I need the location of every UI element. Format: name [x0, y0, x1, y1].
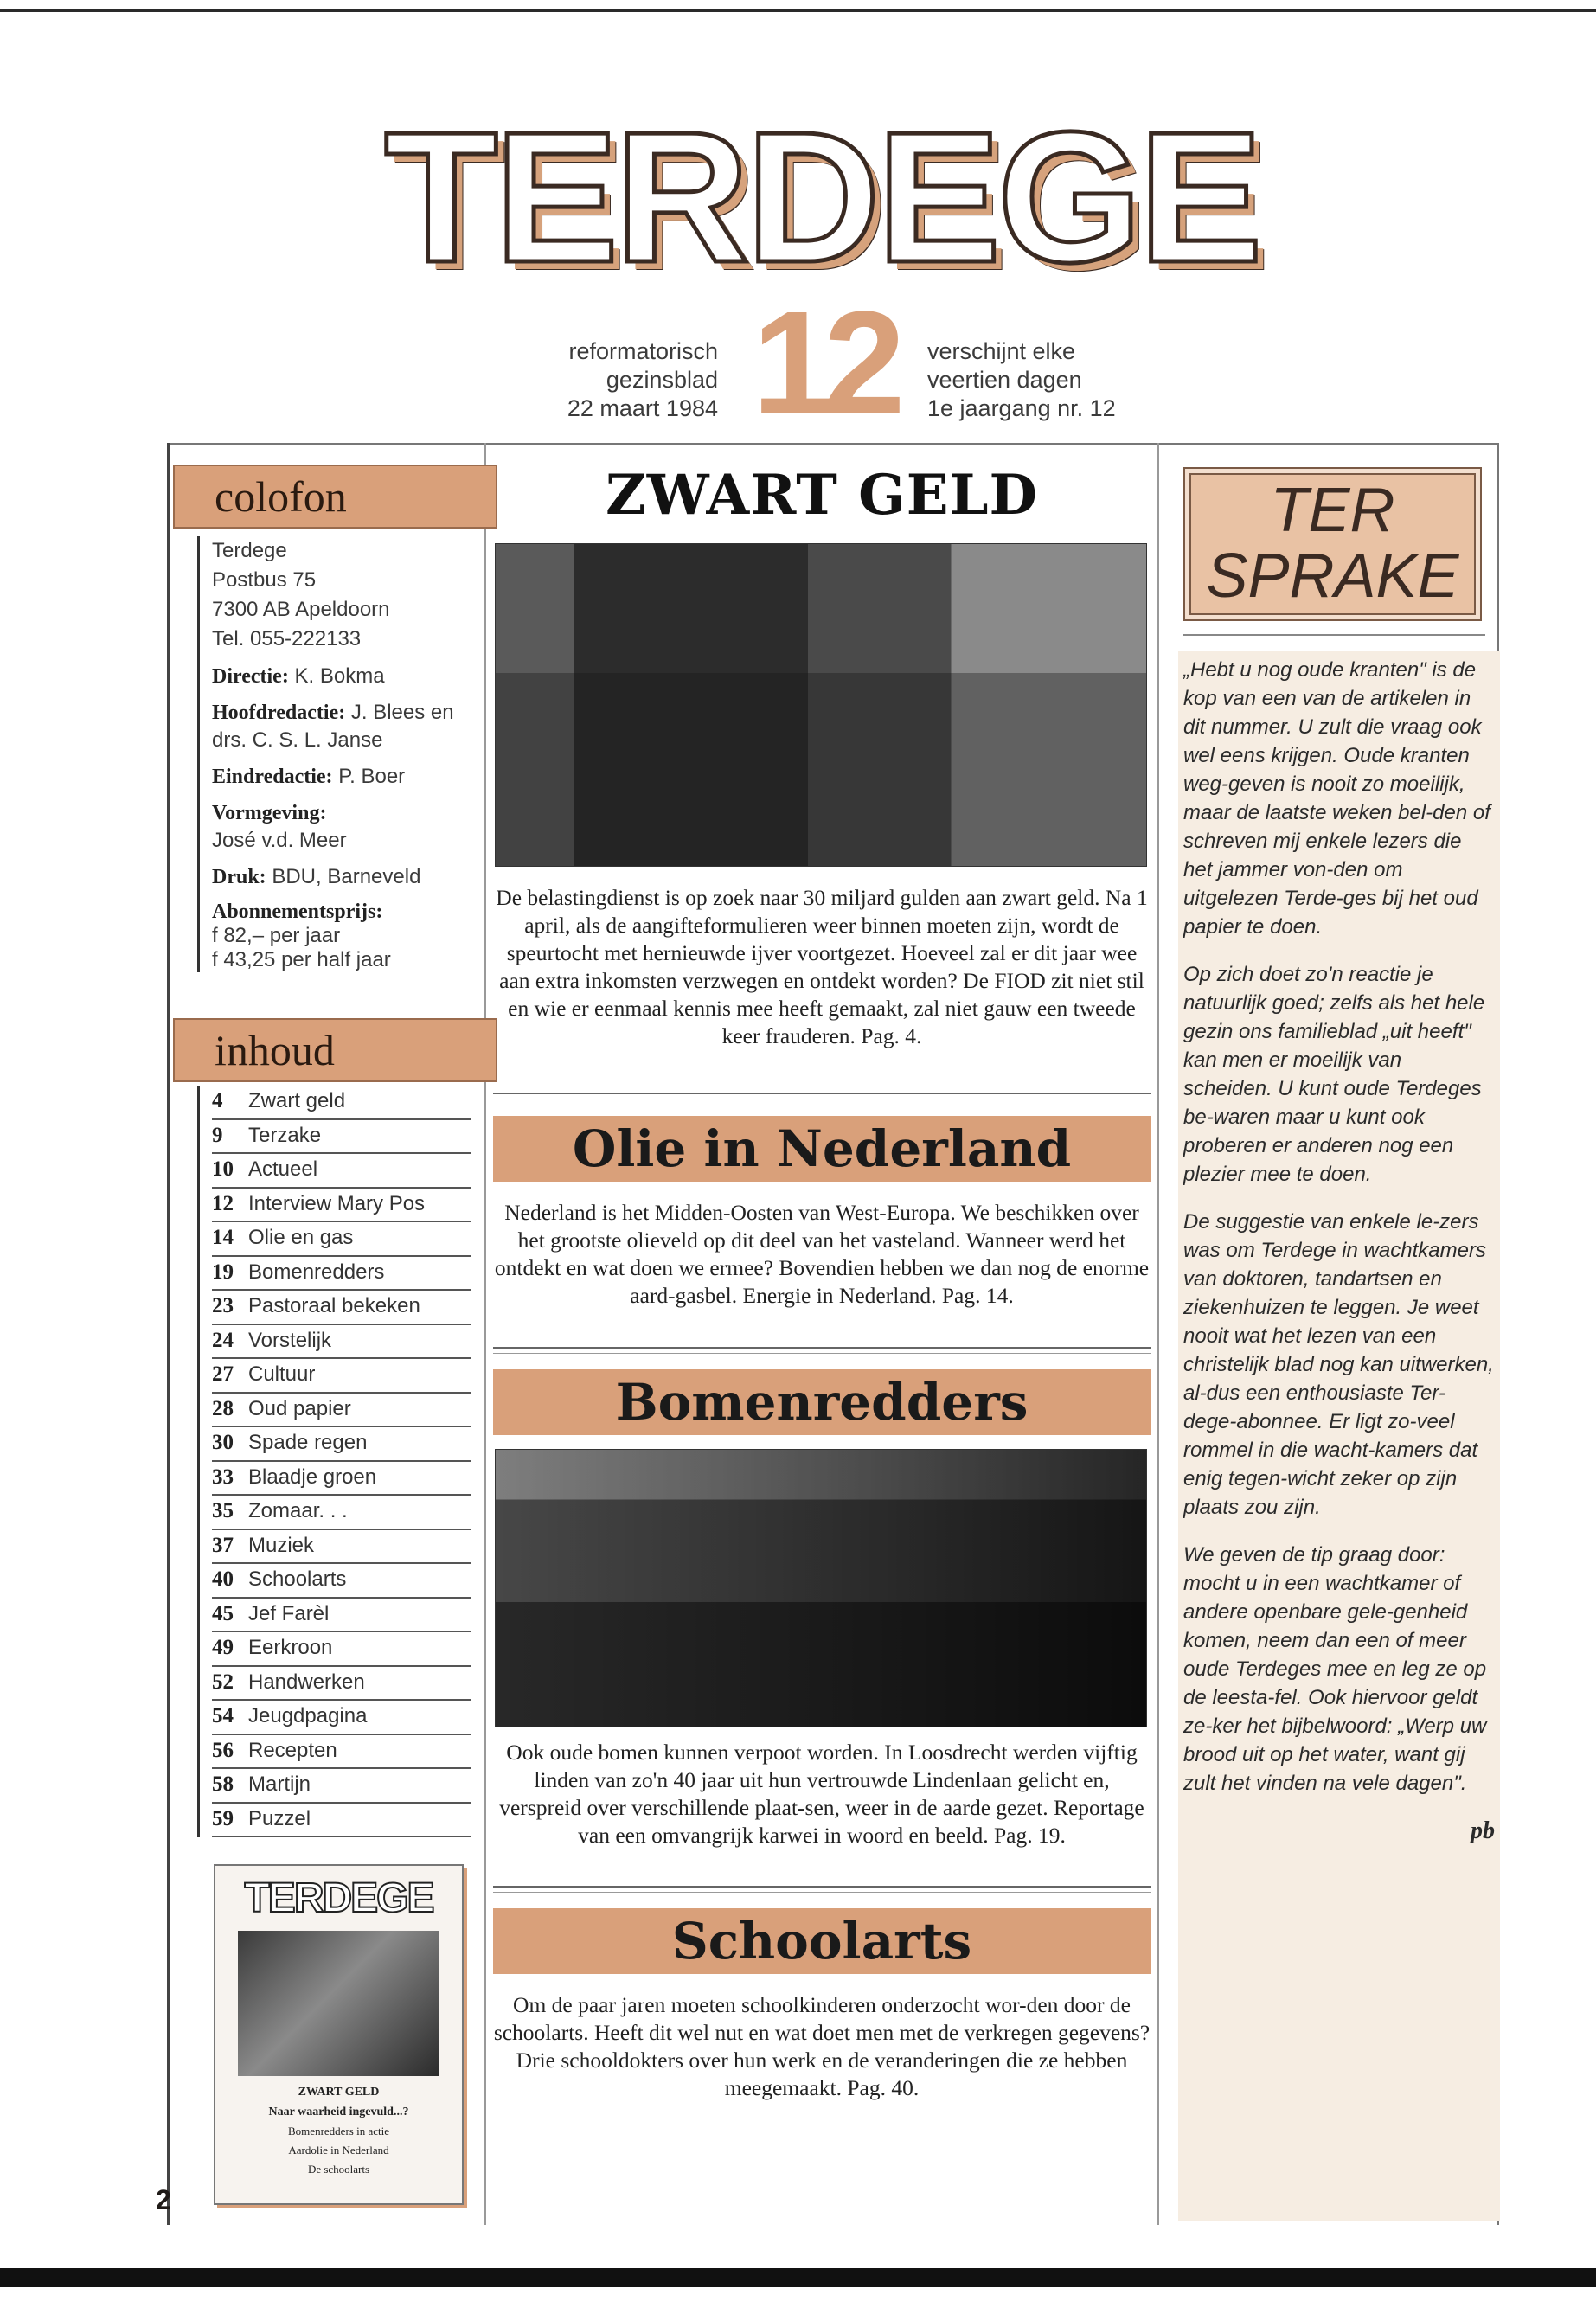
inhoud-heading: inhoud — [173, 1018, 497, 1082]
tagline-line-1: reformatorisch — [568, 338, 718, 364]
toc-item: 59 Puzzel — [212, 1804, 471, 1838]
thumbnail-teaser: Aardolie in Nederland — [288, 2144, 389, 2157]
frequency-line-1: verschijnt elke — [927, 338, 1076, 364]
editorial-paragraph: De suggestie van enkele le-zers was om Terdege in wachtkamers van doktoren, tandartsen en ziekenhuizen te leggen. Je weet nooit wat het lezen van een christelijk blad nog kan uitwerken, al-dus een enthousiaste Ter-dege-abonnee. Er ligt zo-veel rommel in die wacht-kamers dat enig tegen-wicht zeker op zijn plaats zou zijn. — [1183, 1210, 1494, 1519]
credit-eindredactie: Eindredactie: P. Boer — [212, 765, 406, 788]
thumbnail-headline: ZWART GELD — [298, 2086, 380, 2099]
editorial-paragraph: We geven de tip graag door: mocht u in een wachtkamer of andere openbare gele-genheid komen, neem dan een of meer oude Terdeges mee en leg ze op de leesta-fel. Ook hiervoor geldt ze-ker het bijbelwoord: „Werp uw brood uit op het water, want gij zult het vinden na vele dagen". — [1183, 1543, 1487, 1795]
thumbnail-photo — [238, 1931, 439, 2076]
table-of-contents — [197, 1086, 471, 1837]
divider — [493, 1886, 1151, 1893]
article-text-schoolarts: Om de paar jaren moeten schoolkinderen onderzocht wor-den door de schoolarts. Heeft dit wel nut en wat doet men met de verkregen gegevens? Drie schooldokters over hun werk en de veranderingen die ze hebben meegemaakt. Pag. 40. — [493, 1992, 1151, 2100]
toc-item: 54 Jeugdpagina — [212, 1701, 471, 1735]
article-text-zwart-geld: De belastingdienst is op zoek naar 30 miljard gulden aan zwart geld. Na 1 april, als de aangifteformulieren weer binnen moeten zijn, wordt de speurtocht met hernieuwde ijver voortgezet. Hoeveel zal er dit jaar wee aan extra inkomsten verzwegen en ontdekt worden? De FIOD zit niet stil en wie er eenmaal kennis mee heeft gemaakt, zal niet gauw een tweede keer frauderen. Pag. 4. — [496, 885, 1148, 1048]
bottom-rule — [0, 2268, 1596, 2287]
frame-left-rule — [167, 443, 170, 2225]
editorial-signature: pb — [1471, 1817, 1495, 1844]
ter-sprake-heading: TER SPRAKE — [1183, 467, 1482, 621]
masthead-left-info — [484, 337, 718, 423]
editorial-paragraph: Op zich doet zo'n reactie je natuurlijk goed; zelfs als het hele gezin ons familieblad „uit heeft" kan men er moeilijk van scheiden. U kunt oude Terdeges be-waren maar u kunt ook proberen er anderen nog een plezier mee te doen. — [1183, 963, 1485, 1186]
top-rule — [0, 9, 1596, 12]
address-line: Terdege — [212, 539, 287, 562]
article-text-olie: Nederland is het Midden-Oosten van West-Europa. We beschikken over het grootste olieveld op dit deel van het vasteland. Wanneer werd het ontdekt en wat doen we ermee? Bovendien hebben we dan nog de enorme aard-gasbel. Energie in Nederland. Pag. 14. — [494, 1200, 1150, 1308]
editorial-paragraph: „Hebt u nog oude kranten" is de kop van een van de artikelen in dit nummer. U zult die vraag ook wel eens krijgen. Oude kranten weg-geven is nooit zo moeilijk, maar de laatste weken bel-den of schreven mij enkele lezers die het jammer von-den om uitgelezen Terde-ges bij het oud papier te doen. — [1183, 658, 1490, 939]
toc-item: 58 Martijn — [212, 1769, 471, 1804]
thumbnail-headlines — [224, 2082, 453, 2179]
toc-item: 23 Pastoraal bekeken — [212, 1291, 471, 1325]
divider — [493, 1347, 1151, 1354]
thumbnail-teaser: Bomenredders in actie — [288, 2125, 389, 2138]
toc-item: 4 Zwart geld — [212, 1086, 471, 1120]
toc-item: 37 Muziek — [212, 1530, 471, 1565]
toc-item: 52 Handwerken — [212, 1667, 471, 1702]
column-rule-right — [1157, 443, 1159, 2225]
colofon-heading: colofon — [173, 465, 497, 529]
credit-druk: Druk: BDU, Barneveld — [212, 865, 421, 888]
issue-number: 12 — [752, 281, 895, 445]
credit-directie: Directie: K. Bokma — [212, 664, 385, 688]
publisher-address — [212, 536, 480, 654]
toc-item: 27 Cultuur — [212, 1359, 471, 1394]
toc-item: 56 Recepten — [212, 1735, 471, 1770]
address-line: 7300 AB Apeldoorn — [212, 598, 390, 621]
toc-item: 35 Zomaar. . . — [212, 1496, 471, 1530]
masthead-right-info — [927, 337, 1187, 423]
toc-item: 49 Eerkroon — [212, 1632, 471, 1667]
toc-item: 12 Interview Mary Pos — [212, 1189, 471, 1223]
masthead-title: TERDEGE — [384, 93, 1259, 301]
toc-item: 30 Spade regen — [212, 1427, 471, 1462]
cover-thumbnail — [214, 1864, 464, 2205]
tagline-line-2: gezinsblad — [606, 367, 718, 393]
article-text-bomenredders: Ook oude bomen kunnen verpoot worden. In Loosdrecht werden vijftig linden van zo'n 40 jaar uit hun vertrouwde Lindenlaan gelicht en, verspreid over verschillende plaat-sen, weer in de aarde gezet. Reportage van een omvangrijk karwei in woord en beeld. Pag. 19. — [499, 1740, 1144, 1848]
thumbnail-teaser: De schoolarts — [307, 2163, 370, 2176]
article-heading-schoolarts: Schoolarts — [493, 1908, 1151, 1974]
thumbnail-masthead: TERDEGE — [244, 1875, 433, 1921]
issue-date: 22 maart 1984 — [567, 395, 718, 421]
credit-hoofdredactie: Hoofdredactie: J. Blees en drs. C. S. L. Janse — [212, 701, 454, 752]
toc-item: 14 Olie en gas — [212, 1222, 471, 1257]
ter-sprake-column — [1178, 651, 1500, 2221]
toc-item: 40 Schoolarts — [212, 1564, 471, 1599]
ter-sprake-rule — [1183, 634, 1485, 636]
column-rule-left — [484, 443, 486, 2225]
article-heading-bomenredders: Bomenredders — [493, 1369, 1151, 1435]
photo-tree-transplant — [495, 1449, 1147, 1727]
credit-abonnementsprijs: Abonnementsprijs: f 82,– per jaar f 43,25 per half jaar — [212, 901, 391, 971]
toc-item: 9 Terzake — [212, 1120, 471, 1155]
page-number: 2 — [156, 2184, 171, 2215]
address-line: Postbus 75 — [212, 568, 317, 592]
toc-item: 33 Blaadje groen — [212, 1462, 471, 1497]
photo-tax-office — [495, 543, 1147, 867]
toc-item: 24 Vorstelijk — [212, 1325, 471, 1360]
volume-line: 1e jaargang nr. 12 — [927, 395, 1116, 421]
credit-vormgeving: Vormgeving: José v.d. Meer — [212, 802, 347, 852]
toc-item: 28 Oud papier — [212, 1394, 471, 1428]
thumbnail-subhead: Naar waarheid ingevuld...? — [268, 2106, 409, 2118]
colofon-block — [197, 536, 480, 972]
toc-item: 45 Jef Farèl — [212, 1599, 471, 1633]
address-line: Tel. 055-222133 — [212, 627, 362, 651]
frequency-line-2: veertien dagen — [927, 367, 1082, 393]
divider — [493, 1093, 1151, 1099]
toc-item: 19 Bomenredders — [212, 1257, 471, 1292]
article-heading-zwart-geld: ZWART GELD — [605, 463, 1039, 528]
article-heading-olie: Olie in Nederland — [493, 1116, 1151, 1182]
toc-item: 10 Actueel — [212, 1154, 471, 1189]
